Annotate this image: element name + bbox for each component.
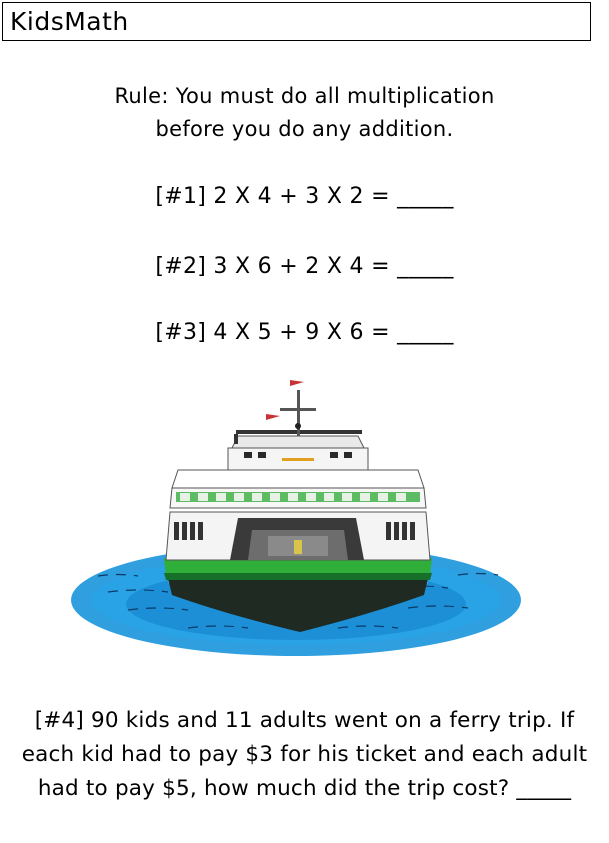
page-title: KidsMath [10, 7, 129, 36]
problem-3: [#3] 4 X 5 + 9 X 6 = _____ [155, 320, 454, 345]
word-problem-line-3: had to pay $5, how much did the trip cost? _____ [37, 776, 572, 801]
word-problem-line-1: [#4] 90 kids and 11 adults went on a ferry trip. If [34, 708, 575, 733]
word-problem-line-2: each kid had to pay $3 for his ticket and each adult [21, 742, 588, 767]
rule-line-1: Rule: You must do all multiplication [114, 84, 495, 108]
ferry-boat-icon [68, 370, 528, 660]
problem-2: [#2] 3 X 6 + 2 X 4 = _____ [155, 254, 454, 279]
title-bar [2, 2, 591, 41]
rule-line-2: before you do any addition. [155, 117, 454, 141]
problem-1: [#1] 2 X 4 + 3 X 2 = _____ [155, 184, 454, 209]
